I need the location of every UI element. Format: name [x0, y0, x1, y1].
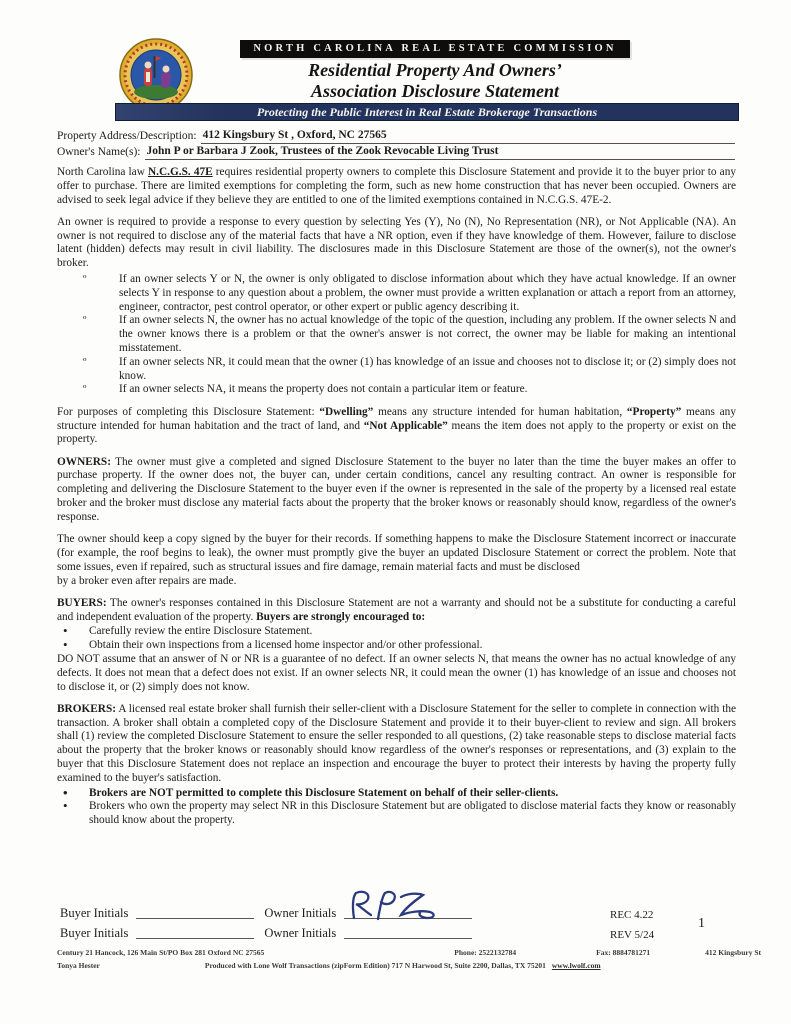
buyers-list — [57, 625, 736, 653]
owner-initials-field-2[interactable] — [344, 938, 472, 939]
commission-title-bar: NORTH CAROLINA REAL ESTATE COMMISSION — [240, 40, 630, 58]
intro-text-rest: requires residential property owners to complete this Disclosure Statement and provide it to the buyer prior to any offer to purchase. There are limited exemptions for completing the form, such as new home construction that has never been occupied. Owners are advised to seek legal advice if they believe they are entitled to one of the limited exemptions contained in N.C.G.S. 47E-2. — [57, 166, 736, 206]
owner-name-value: John P or Barbara J Zook, Trustees of the Zook Revocable Living Trust — [146, 145, 499, 157]
document-title-line1: Residential Property And Owners’ — [308, 60, 562, 80]
definitions-text: means any structure intended for human habitation and the tract of land, and — [57, 405, 736, 432]
list-item: • Brokers are NOT permitted to complete this Disclosure Statement on behalf of their seller-clients. — [57, 787, 736, 801]
response-options-paragraph: An owner is required to provide a response to every question by selecting Yes (Y), No (N), No Representation (NR), or Not Applicable (NA). An owner is not required to disclose any of the material facts that have a NR option, even if they have knowledge of them. However, failure to disclose latent (hidden) defects may result in civil liability. The disclosures made in this Disclosure Statement are those of the owner(s), not the owner's broker. — [57, 215, 736, 270]
buyer-initials-label: Buyer Initials — [60, 906, 129, 920]
property-address-value: 412 Kingsbury St , Oxford, NC 27565 — [202, 129, 387, 141]
footer-row-2 — [57, 961, 761, 970]
owner-signature-initials — [346, 888, 446, 922]
initials-row-2 — [60, 923, 740, 941]
buyer-initials-field-2[interactable] — [136, 938, 254, 939]
property-address-label: Property Address/Description: — [57, 130, 197, 142]
list-item: • Brokers who own the property may select NR in this Disclosure Statement but are obligated to disclose material facts they know or reasonably should know about the property. — [57, 800, 736, 828]
not-applicable-term: “Not Applicable” — [363, 419, 448, 432]
dwelling-term: “Dwelling” — [319, 405, 374, 418]
footer-office-info: Century 21 Hancock, 126 Main St/PO Box 281 Oxford NC 27565 — [57, 948, 265, 957]
initials-block — [60, 903, 740, 943]
property-info-block — [57, 128, 735, 160]
list-item: º If an owner selects NR, it could mean that the owner (1) has knowledge of an issue and chooses not to disclose it; or (2) simply does not know. — [57, 356, 736, 384]
owners-heading: OWNERS: — [57, 455, 111, 468]
footer-row-1 — [57, 948, 761, 957]
footer-property-ref: 412 Kingsbury St — [705, 948, 761, 957]
footer-phone: Phone: 2522132784 — [454, 948, 517, 957]
property-term: “Property” — [626, 405, 682, 418]
footer-agent-name: Tonya Hester — [57, 961, 100, 970]
owner-name-field[interactable] — [145, 144, 735, 160]
do-not-assume-paragraph: DO NOT assume that an answer of N or NR is a guarantee of no defect. If an owner selects N, that means the owner has no actual knowledge of any defects. It does not mean that a defect does not exist. If an owner selects NR, it could mean the owner (1) has knowledge of an issue and chooses not to disclose it, or (2) simply does not know. — [57, 653, 736, 693]
document-footer — [57, 948, 761, 970]
initials-row-1 — [60, 903, 740, 921]
list-item: º If an owner selects NA, it means the property does not contain a particular item or feature. — [57, 383, 736, 397]
property-address-field[interactable] — [201, 128, 735, 144]
north-carolina-state-seal — [119, 38, 193, 112]
motto-banner: Protecting the Public Interest in Real Estate Brokerage Transactions — [115, 103, 739, 121]
rev-version-label: REV 5/24 — [610, 929, 655, 941]
keep-copy-paragraph — [57, 533, 736, 588]
definitions-text: means the item does not apply to the property or exist on the property. — [57, 419, 736, 446]
owner-initials-label: Owner Initials — [264, 926, 337, 940]
list-item: • Obtain their own inspections from a licensed home inspector and/or other professional. — [57, 639, 736, 653]
response-options-list — [57, 273, 736, 397]
buyer-initials-label: Buyer Initials — [60, 926, 129, 940]
list-item: º If an owner selects N, the owner has no actual knowledge of the topic of the question, including any problem. If the owner selects N and the owner knows there is a problem or that the owner's answer is not correct, the owner may be liable for making an intentional misstatement. — [57, 314, 736, 355]
intro-text-start: North Carolina law — [57, 166, 148, 178]
brokers-text: A licensed real estate broker shall furnish their seller-client with a Disclosure Statement for the seller to complete in connection with the transaction. A broker shall obtain a completed copy of the Disclosure Statement and provide it to their buyer-client to review and sign. All brokers shall (1) review the completed Disclosure Statement to ensure the seller responded to all questions, (2) take reasonable steps to disclose material facts about the property that the broker knows or reasonably should know regardless of the owner's responses or representations, and (3) explain to the buyer that this Disclosure Statement does not replace an inspection and encourage the buyer to protect their interests by having the property fully examined to the buyer's satisfaction. — [57, 702, 736, 784]
keep-copy-text: The owner should keep a copy signed by the buyer for their records. If something happens to make the Disclosure Statement incorrect or inaccurate (for example, the roof begins to leak), the owner must promptly give the buyer an updated Disclosure Statement or correct the problem. Note that some issues, even if repaired, such as structural issues and fire damage, remain material facts and must be disclosed — [57, 533, 736, 573]
owner-name-label: Owner's Name(s): — [57, 146, 141, 158]
keep-copy-text-continued: by a broker even after repairs are made. — [57, 574, 237, 587]
brokers-heading: BROKERS: — [57, 702, 117, 715]
state-seal-icon — [119, 38, 193, 112]
list-item: º If an owner selects Y or N, the owner is only obligated to disclose information about which they have actual knowledge. If an owner selects Y in response to any question about a problem, the owner must provide a written explanation or attach a report from an attorney, engineer, contractor, pest control operator, or other expert or public agency describing it. — [57, 273, 736, 314]
document-body — [57, 166, 736, 837]
buyer-initials-field-1[interactable] — [136, 918, 254, 919]
rec-version-label: REC 4.22 — [610, 909, 654, 921]
footer-lwolf-link[interactable]: www.lwolf.com — [551, 961, 601, 970]
definitions-paragraph — [57, 406, 736, 447]
owner-name-row — [57, 144, 735, 160]
list-item: • Carefully review the entire Disclosure Statement. — [57, 625, 736, 639]
owner-initials-label: Owner Initials — [264, 906, 337, 920]
owner-initials-field-1[interactable] — [344, 918, 472, 919]
statute-reference: N.C.G.S. 47E — [148, 166, 213, 178]
document-title — [200, 60, 670, 102]
buyers-heading: BUYERS: — [57, 596, 107, 609]
brokers-paragraph — [57, 703, 736, 786]
page-number: 1 — [698, 916, 705, 931]
document-header — [57, 36, 739, 122]
buyers-text: The owner's responses contained in this Disclosure Statement are not a warranty and should not be a substitute for conducting a careful and independent evaluation of the property. — [57, 596, 736, 623]
footer-fax: Fax: 8884781271 — [596, 948, 651, 957]
intro-paragraph — [57, 166, 736, 207]
owners-paragraph — [57, 456, 736, 525]
brokers-list — [57, 787, 736, 828]
buyers-encouraged-text: Buyers are strongly encouraged to: — [256, 610, 426, 623]
owners-text: The owner must give a completed and signed Disclosure Statement to the buyer no later than the time the buyer makes an offer to purchase property. If the owner does not, the buyer can, under certain conditions, cancel any resulting contract. An owner is responsible for completing and delivering the Disclosure Statement to the buyer even if the owner is represented in the sale of the property by a licensed real estate broker and the broker must disclose any material facts about the property that the broker knows or reasonably should know, regardless of the owner's response. — [57, 455, 736, 523]
definitions-text: means any structure intended for human habitation, — [373, 405, 627, 418]
footer-produced-by: Produced with Lone Wolf Transactions (zipForm Edition) 717 N Harwood St, Suite 2200, Dallas, TX 75201 — [204, 961, 546, 970]
document-title-line2: Association Disclosure Statement — [310, 81, 560, 101]
buyers-paragraph — [57, 597, 736, 625]
property-address-row — [57, 128, 735, 144]
definitions-text: For purposes of completing this Disclosure Statement: — [57, 405, 320, 418]
